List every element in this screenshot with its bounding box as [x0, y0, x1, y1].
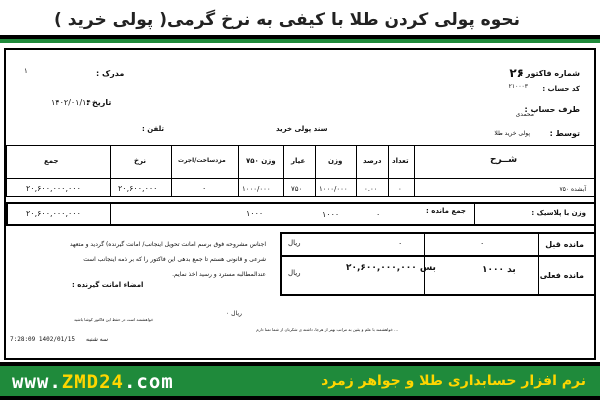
cell-w750: ۱۰۰۰/۰۰۰ [242, 185, 271, 193]
by-label: توسط : [549, 129, 580, 138]
summary-value-0: ۰ [376, 210, 381, 219]
invoice-number: ۲۶ [509, 66, 524, 80]
balances-divider [280, 255, 596, 257]
footer-tagline: نرم افزار حسابداری طلا و جواهر زمرد [321, 373, 586, 389]
signature-label: امضاء امانت گیرنده : [72, 281, 144, 289]
party-name: محمدی [515, 111, 534, 118]
curr-balance-rial: ریال [288, 269, 301, 277]
cell-description: آبشده ۷۵۰ [559, 186, 586, 193]
col-header-rate: نرخ [134, 157, 147, 165]
account-code-label: کد حساب : [542, 85, 580, 93]
col-header-wage: مزدساخت/اجرت [178, 157, 226, 164]
print-day: سه شنبه [86, 336, 109, 343]
cell-karat: ۷۵۰ [291, 185, 303, 193]
col-divider [283, 145, 284, 197]
footer-banner [0, 362, 600, 400]
curr-balance-label: مانده فعلی [539, 271, 584, 280]
col-header-description: شــرح [490, 155, 518, 165]
cell-weight: ۱۰۰۰/۰۰۰ [319, 185, 348, 193]
col-divider [388, 145, 389, 197]
summary-row [6, 202, 596, 226]
cell-wage: ۰ [202, 184, 207, 193]
col-divider [315, 145, 316, 197]
notice-text: ... خواهشمند با علم و یقین به مراتب بهتر از هرجا، داشته ی شکرتان از شما تمنا دارم [256, 327, 398, 332]
site-brand: ZMD24 [61, 371, 124, 393]
site-prefix: www. [12, 371, 62, 393]
cell-total: ۲۰,۶۰۰,۰۰۰,۰۰۰ [26, 184, 81, 193]
page-title: نحوه پولی کردن طلا با کیفی به نرخ گرمی( پولی خرید ) [54, 10, 520, 30]
prev-balance-weight: ۰ [480, 239, 485, 248]
summary-value-1: ۱۰۰۰ [246, 209, 264, 218]
table-header-divider [6, 178, 596, 179]
site-suffix: .com [123, 371, 174, 393]
col-header-total: جمع [44, 157, 59, 165]
voucher-title: سند پولی خرید [276, 125, 328, 133]
summary-divider [474, 202, 475, 226]
summary-label: وزن با پلاسیک : [531, 209, 586, 217]
summary-value-2: ۱۰۰۰ [322, 210, 340, 219]
cell-qty: ۰ [398, 185, 402, 193]
account-code: ۲۱۰۰۰۳ [508, 83, 528, 90]
curr-balance-money: بس ۲۰,۶۰۰,۰۰۰,۰۰۰ [346, 263, 436, 273]
col-divider [356, 145, 357, 197]
col-header-weight: وزن [328, 157, 343, 165]
col-header-qty: تعداد [392, 157, 409, 165]
small-print: خواهشمند است در حفظ این فاکتور کوشا باشید [74, 317, 154, 322]
cell-rate: ۲۰,۶۰۰,۰۰۰ [118, 184, 158, 193]
summary-divider [110, 202, 111, 226]
reference-label: مدرک : [96, 69, 125, 78]
curr-balance-weight: بد ۱۰۰۰ [482, 265, 516, 275]
prev-balance-label: مانده قبل [545, 240, 584, 249]
party-label: طرف حساب : [524, 105, 580, 114]
terms-line-1: اجناس مشروحه فوق برسم امانت تحویل اینجانب/ امانت گیرنده) گردید و متعهد [69, 241, 266, 248]
date-label: تاریخ : [86, 98, 112, 107]
summary-sum-label: جمع مانده : [426, 207, 466, 215]
phone-label: تلفن : [142, 125, 165, 133]
invoice-number-label: شماره فاکتور : [519, 69, 580, 78]
date-value: ۱۴۰۲/۰۱/۱۴ [51, 98, 91, 107]
col-divider [238, 145, 239, 197]
cell-percent: ۰.۰۰ [364, 185, 378, 193]
col-divider [110, 145, 111, 197]
col-header-percent: درصد [363, 157, 382, 165]
terms-line-3: عندالمطالبه مسترد و رسید اخذ نمایم. [172, 271, 266, 278]
col-header-karat: عیار [291, 157, 306, 165]
terms-line-2: شرعی و قانونی هستم تا جمع بدهی این فاکتور را که بر ذمه اینجانب است [83, 256, 266, 263]
by-value: پولی خرید طلا [494, 130, 530, 137]
prev-balance-rial: ریال [288, 239, 301, 247]
website-link[interactable] [12, 371, 174, 393]
page-header [0, 0, 600, 44]
col-header-w750: وزن ۷۵۰ [246, 157, 276, 165]
col-divider [414, 145, 415, 197]
footer-bar [0, 366, 600, 396]
invoice-document [4, 48, 596, 360]
print-timestamp: 7:28:09 1402/01/15 [10, 336, 76, 343]
header-accent-bar [0, 39, 600, 43]
col-divider [171, 145, 172, 197]
rial-note: ریال ۰ [226, 310, 242, 317]
prev-balance-money: ۰ [398, 239, 403, 248]
reference-value: ۱ [24, 67, 28, 75]
balances-divider [538, 232, 539, 296]
summary-total: ۲۰,۶۰۰,۰۰۰,۰۰۰ [26, 209, 81, 218]
